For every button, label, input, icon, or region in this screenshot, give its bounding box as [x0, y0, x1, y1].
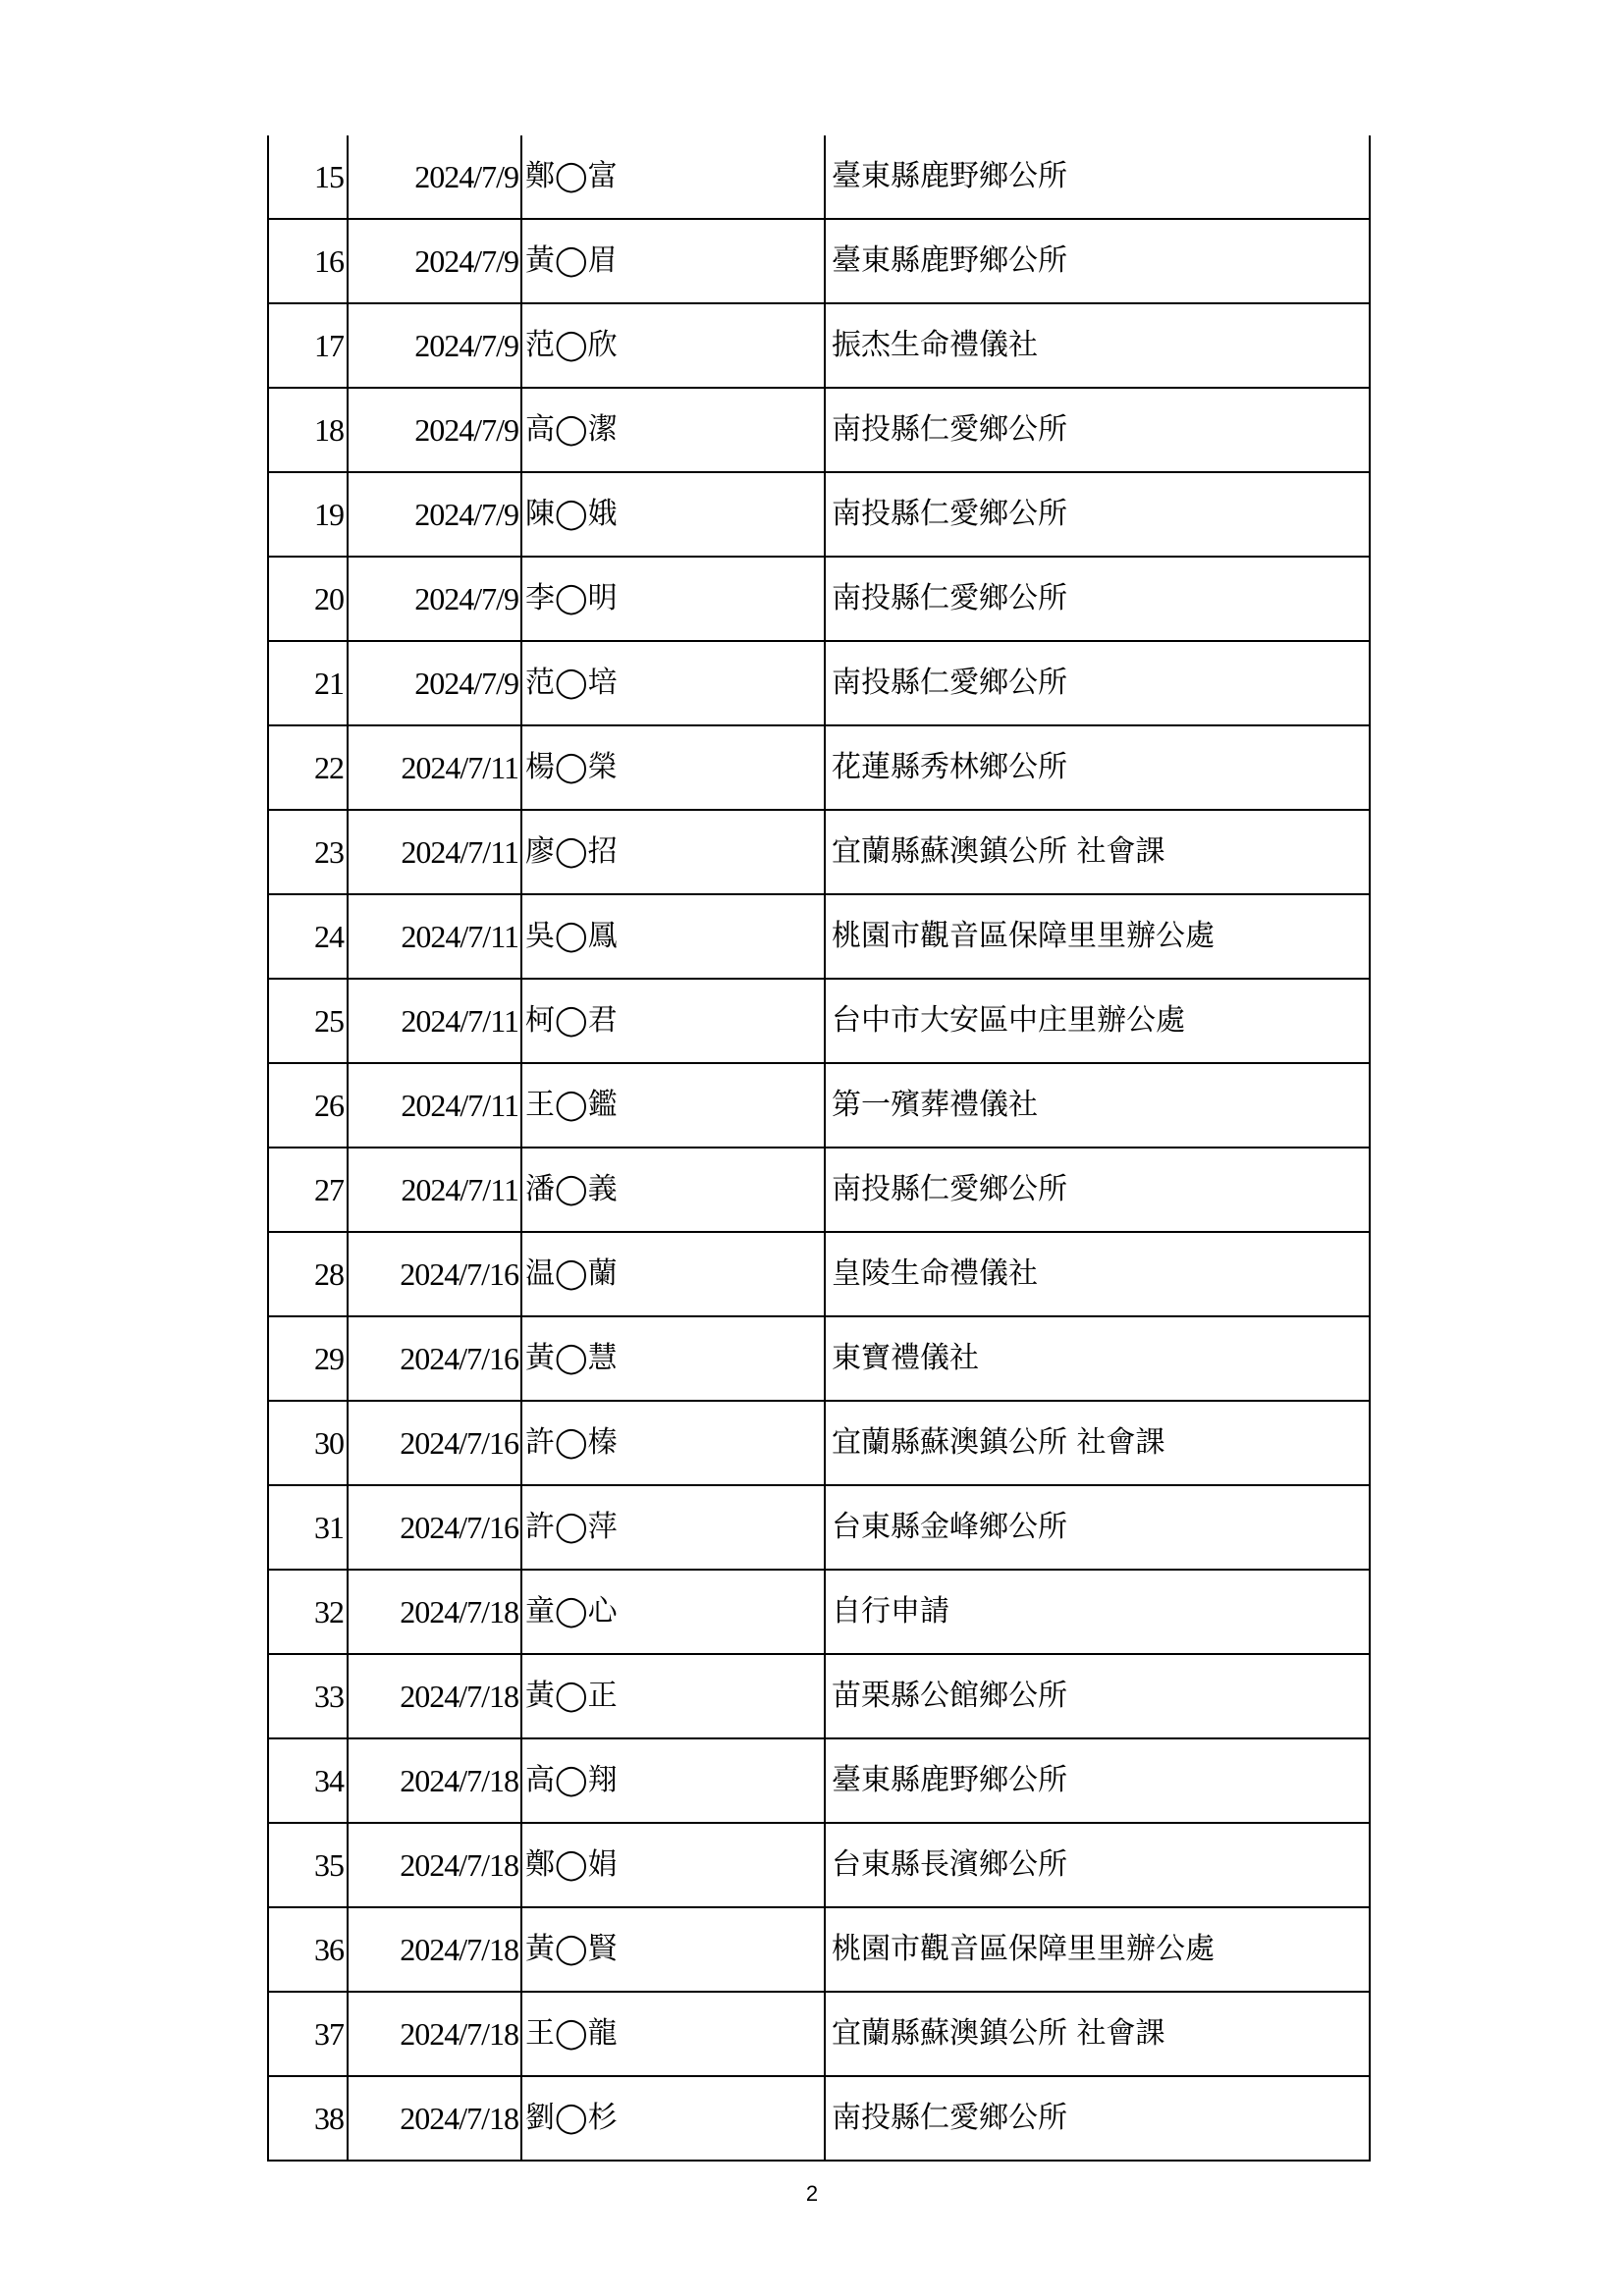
records-table: [267, 135, 1371, 2162]
row-number-cell: 37: [268, 1992, 348, 2076]
organization-cell: 南投縣仁愛鄉公所: [825, 2076, 1370, 2161]
table-row: [268, 894, 1370, 979]
row-number-cell: 31: [268, 1485, 348, 1570]
organization-cell: 宜蘭縣蘇澳鎮公所 社會課: [825, 1401, 1370, 1485]
organization-cell: 台東縣長濱鄉公所: [825, 1823, 1370, 1907]
row-number-cell: 25: [268, 979, 348, 1063]
name-cell: 潘◯義: [521, 1148, 825, 1232]
row-number-cell: 18: [268, 388, 348, 472]
row-number-cell: 34: [268, 1738, 348, 1823]
row-number-cell: 33: [268, 1654, 348, 1738]
table-row: [268, 1485, 1370, 1570]
organization-cell: 自行申請: [825, 1570, 1370, 1654]
name-cell: 楊◯榮: [521, 725, 825, 810]
date-cell: 2024/7/18: [348, 1992, 521, 2076]
table-row: [268, 979, 1370, 1063]
row-number-cell: 32: [268, 1570, 348, 1654]
date-cell: 2024/7/16: [348, 1232, 521, 1316]
row-number-cell: 16: [268, 219, 348, 303]
table-row: [268, 1401, 1370, 1485]
date-cell: 2024/7/18: [348, 1907, 521, 1992]
row-number-cell: 38: [268, 2076, 348, 2161]
organization-cell: 臺東縣鹿野鄉公所: [825, 219, 1370, 303]
date-cell: 2024/7/11: [348, 810, 521, 894]
row-number-cell: 15: [268, 135, 348, 219]
date-cell: 2024/7/18: [348, 1570, 521, 1654]
organization-cell: 宜蘭縣蘇澳鎮公所 社會課: [825, 810, 1370, 894]
row-number-cell: 26: [268, 1063, 348, 1148]
date-cell: 2024/7/9: [348, 557, 521, 641]
name-cell: 廖◯招: [521, 810, 825, 894]
table-row: [268, 725, 1370, 810]
date-cell: 2024/7/11: [348, 1148, 521, 1232]
date-cell: 2024/7/18: [348, 1654, 521, 1738]
organization-cell: 振杰生命禮儀社: [825, 303, 1370, 388]
date-cell: 2024/7/18: [348, 1823, 521, 1907]
organization-cell: 台東縣金峰鄉公所: [825, 1485, 1370, 1570]
organization-cell: 皇陵生命禮儀社: [825, 1232, 1370, 1316]
organization-cell: 苗栗縣公館鄉公所: [825, 1654, 1370, 1738]
organization-cell: 臺東縣鹿野鄉公所: [825, 135, 1370, 219]
organization-cell: 台中市大安區中庄里辦公處: [825, 979, 1370, 1063]
name-cell: 王◯鑑: [521, 1063, 825, 1148]
name-cell: 鄭◯娟: [521, 1823, 825, 1907]
date-cell: 2024/7/9: [348, 388, 521, 472]
organization-cell: 宜蘭縣蘇澳鎮公所 社會課: [825, 1992, 1370, 2076]
table-row: [268, 219, 1370, 303]
organization-cell: 臺東縣鹿野鄉公所: [825, 1738, 1370, 1823]
name-cell: 童◯心: [521, 1570, 825, 1654]
name-cell: 陳◯娥: [521, 472, 825, 557]
organization-cell: 南投縣仁愛鄉公所: [825, 1148, 1370, 1232]
date-cell: 2024/7/16: [348, 1485, 521, 1570]
row-number-cell: 28: [268, 1232, 348, 1316]
table-row: [268, 388, 1370, 472]
name-cell: 許◯萍: [521, 1485, 825, 1570]
table-row: [268, 557, 1370, 641]
date-cell: 2024/7/9: [348, 303, 521, 388]
row-number-cell: 30: [268, 1401, 348, 1485]
organization-cell: 桃園市觀音區保障里里辦公處: [825, 1907, 1370, 1992]
table-row: [268, 135, 1370, 219]
name-cell: 吳◯鳳: [521, 894, 825, 979]
organization-cell: 南投縣仁愛鄉公所: [825, 388, 1370, 472]
table-row: [268, 472, 1370, 557]
name-cell: 黃◯正: [521, 1654, 825, 1738]
name-cell: 黃◯眉: [521, 219, 825, 303]
table-row: [268, 1570, 1370, 1654]
date-cell: 2024/7/11: [348, 979, 521, 1063]
table-row: [268, 1907, 1370, 1992]
date-cell: 2024/7/18: [348, 2076, 521, 2161]
date-cell: 2024/7/9: [348, 219, 521, 303]
date-cell: 2024/7/11: [348, 894, 521, 979]
row-number-cell: 29: [268, 1316, 348, 1401]
name-cell: 鄭◯富: [521, 135, 825, 219]
row-number-cell: 20: [268, 557, 348, 641]
date-cell: 2024/7/18: [348, 1738, 521, 1823]
name-cell: 黃◯慧: [521, 1316, 825, 1401]
name-cell: 高◯潔: [521, 388, 825, 472]
page-number: 2: [805, 2181, 819, 2206]
name-cell: 柯◯君: [521, 979, 825, 1063]
table-row: [268, 1148, 1370, 1232]
table-row: [268, 641, 1370, 725]
name-cell: 王◯龍: [521, 1992, 825, 2076]
row-number-cell: 35: [268, 1823, 348, 1907]
records-table-body: [268, 135, 1370, 2161]
row-number-cell: 23: [268, 810, 348, 894]
row-number-cell: 22: [268, 725, 348, 810]
table-row: [268, 1063, 1370, 1148]
organization-cell: 南投縣仁愛鄉公所: [825, 641, 1370, 725]
date-cell: 2024/7/9: [348, 641, 521, 725]
row-number-cell: 19: [268, 472, 348, 557]
name-cell: 高◯翔: [521, 1738, 825, 1823]
table-row: [268, 1823, 1370, 1907]
organization-cell: 東寶禮儀社: [825, 1316, 1370, 1401]
row-number-cell: 17: [268, 303, 348, 388]
table-row: [268, 1992, 1370, 2076]
organization-cell: 南投縣仁愛鄉公所: [825, 557, 1370, 641]
name-cell: 劉◯杉: [521, 2076, 825, 2161]
organization-cell: 南投縣仁愛鄉公所: [825, 472, 1370, 557]
row-number-cell: 24: [268, 894, 348, 979]
table-row: [268, 303, 1370, 388]
organization-cell: 第一殯葬禮儀社: [825, 1063, 1370, 1148]
table-row: [268, 810, 1370, 894]
date-cell: 2024/7/9: [348, 135, 521, 219]
name-cell: 范◯培: [521, 641, 825, 725]
date-cell: 2024/7/16: [348, 1316, 521, 1401]
date-cell: 2024/7/11: [348, 725, 521, 810]
date-cell: 2024/7/9: [348, 472, 521, 557]
row-number-cell: 36: [268, 1907, 348, 1992]
name-cell: 李◯明: [521, 557, 825, 641]
table-row: [268, 1738, 1370, 1823]
row-number-cell: 21: [268, 641, 348, 725]
table-row: [268, 1654, 1370, 1738]
name-cell: 范◯欣: [521, 303, 825, 388]
row-number-cell: 27: [268, 1148, 348, 1232]
name-cell: 黃◯賢: [521, 1907, 825, 1992]
date-cell: 2024/7/16: [348, 1401, 521, 1485]
organization-cell: 花蓮縣秀林鄉公所: [825, 725, 1370, 810]
date-cell: 2024/7/11: [348, 1063, 521, 1148]
name-cell: 温◯蘭: [521, 1232, 825, 1316]
table-row: [268, 1316, 1370, 1401]
table-row: [268, 2076, 1370, 2161]
table-row: [268, 1232, 1370, 1316]
name-cell: 許◯榛: [521, 1401, 825, 1485]
organization-cell: 桃園市觀音區保障里里辦公處: [825, 894, 1370, 979]
